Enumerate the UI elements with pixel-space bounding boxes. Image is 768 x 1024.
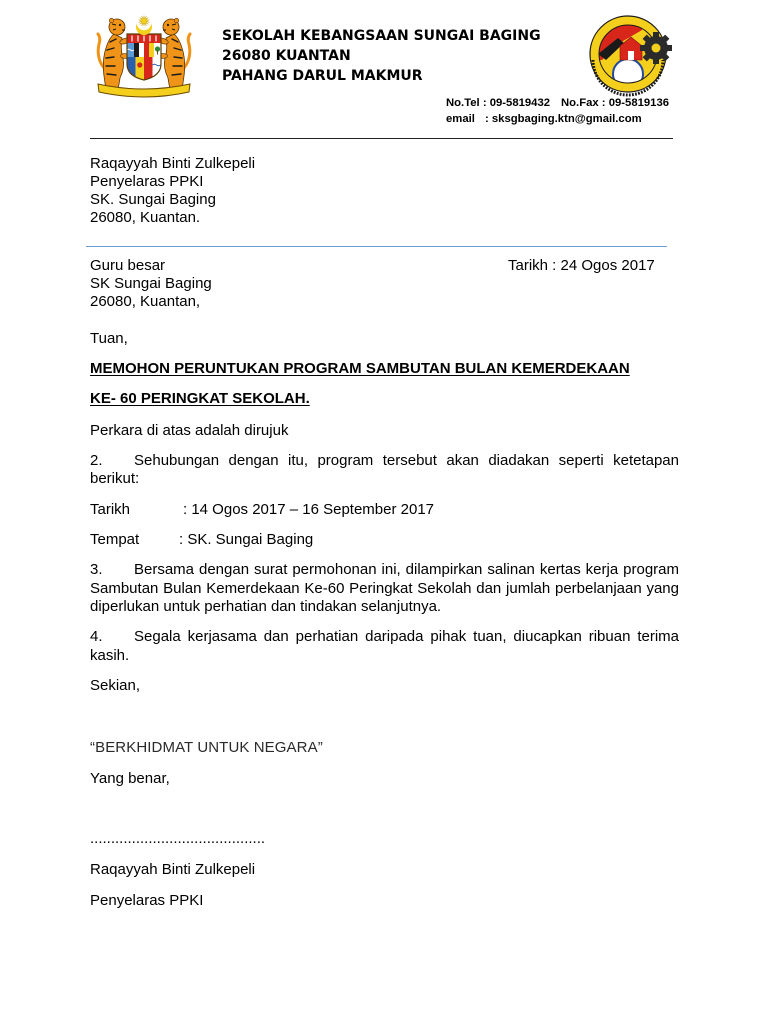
- school-emblem-logo: [584, 10, 672, 98]
- shield-icon: [127, 34, 161, 82]
- subject-line-1: MEMOHON PERUNTUKAN PROGRAM SAMBUTAN BULAN KEMERDEKAAN: [90, 360, 630, 377]
- paragraph-2: [90, 452, 679, 488]
- signature-line: ..........................................: [90, 830, 266, 847]
- school-name: SEKOLAH KEBANGSAAN SUNGAI BAGING: [222, 28, 541, 44]
- closing: Sekian,: [90, 677, 141, 694]
- sender-name: Raqayyah Binti Zulkepeli: [90, 155, 256, 172]
- recipient-address: [90, 257, 212, 311]
- left-tiger-icon: [98, 18, 131, 90]
- paragraph-number: 4.: [90, 628, 103, 645]
- sign-off: Yang benar,: [90, 770, 170, 787]
- coat-of-arms-logo: [96, 10, 192, 98]
- salutation: Tuan,: [90, 330, 128, 347]
- detail-label-date: Tarikh: [90, 501, 131, 518]
- school-email: : sksgbaging.ktn@gmail.com: [485, 113, 642, 125]
- right-tiger-icon: [157, 18, 190, 90]
- detail-value-venue: : SK. Sungai Baging: [179, 531, 314, 548]
- paragraph-3: [90, 561, 679, 617]
- school-letterhead: [222, 26, 541, 86]
- address-divider: [86, 246, 667, 247]
- signatory-title: Penyelaras PPKI: [90, 892, 204, 909]
- sender-school: SK. Sungai Baging: [90, 191, 216, 208]
- paragraph-4: [90, 628, 679, 665]
- signatory-name: Raqayyah Binti Zulkepeli: [90, 861, 256, 878]
- detail-value-date: : 14 Ogos 2017 – 16 September 2017: [183, 501, 435, 518]
- detail-label-venue: Tempat: [90, 531, 140, 548]
- recipient-title: Guru besar: [90, 257, 166, 274]
- motto: “BERKHIDMAT UNTUK NEGARA”: [90, 739, 323, 756]
- school-tel: No.Tel : 09-5819432: [446, 97, 551, 109]
- paragraph-number: 3.: [90, 561, 103, 578]
- school-city: 26080 KUANTAN: [222, 48, 351, 64]
- school-state: PAHANG DARUL MAKMUR: [222, 68, 423, 84]
- header-separator: [90, 138, 673, 139]
- sender-title: Penyelaras PPKI: [90, 173, 204, 190]
- paragraph-text: Sehubungan dengan itu, program tersebut akan diadakan seperti ketetapan berikut:: [90, 452, 679, 487]
- sender-postcode: 26080, Kuantan.: [90, 209, 201, 226]
- letter-date: Tarikh : 24 Ogos 2017: [508, 257, 655, 274]
- school-email-label: email: [446, 113, 475, 125]
- recipient-school: SK Sungai Baging: [90, 275, 212, 292]
- reference-line: Perkara di atas adalah dirujuk: [90, 422, 289, 439]
- paragraph-text: Segala kerjasama dan perhatian daripada pihak tuan, diucapkan ribuan terima kasih.: [90, 628, 679, 664]
- sender-address: [90, 155, 255, 227]
- crescent-star-icon: [136, 16, 152, 36]
- paragraph-number: 2.: [90, 452, 103, 469]
- subject-line-2: KE- 60 PERINGKAT SEKOLAH.: [90, 390, 310, 407]
- gear-icon: [640, 32, 672, 64]
- school-fax: No.Fax : 09-5819136: [561, 97, 670, 109]
- paragraph-text: Bersama dengan surat permohonan ini, dilampirkan salinan kertas kerja program Sambutan Bulan Kemerdekaan Ke-60 Peringkat Sekolah dan jumlah perbelanjaan yang diperlukan untuk perhatian dan tindakan selanjutnya.: [90, 561, 679, 615]
- recipient-postcode: 26080, Kuantan,: [90, 293, 201, 310]
